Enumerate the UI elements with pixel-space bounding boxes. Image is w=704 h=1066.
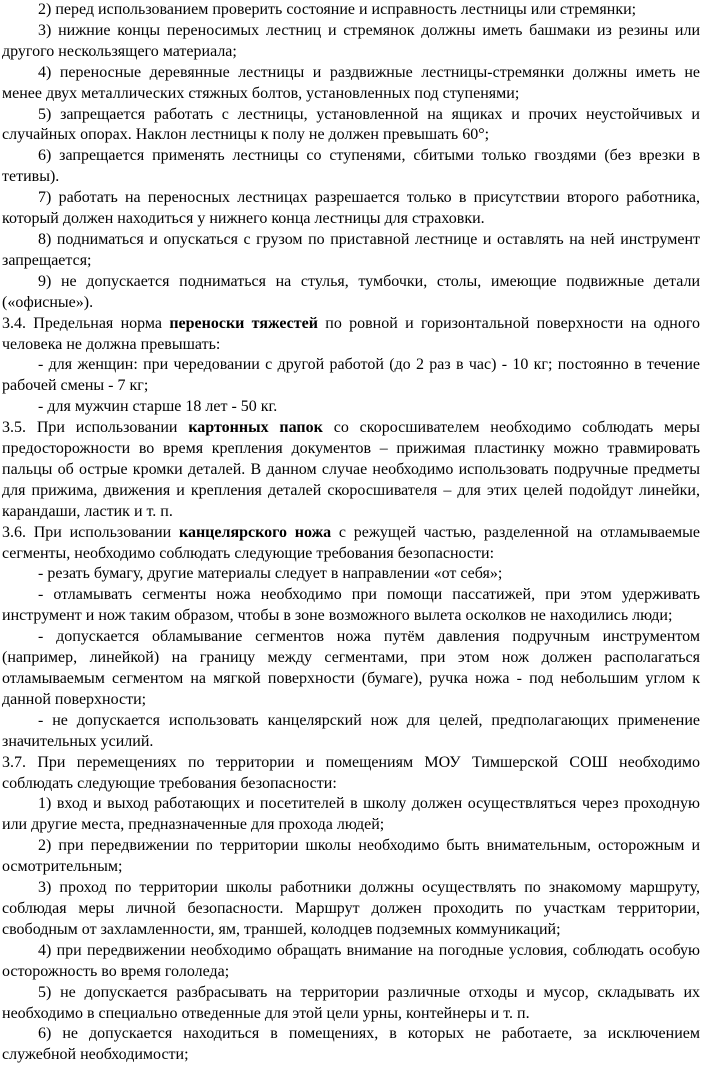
territory-rule-6: 6) не допускается находиться в помещениях, в которых не работаете, за исключением служебной необходимости; [2, 1025, 700, 1064]
section-3-4-bold: переноски тяжестей [169, 314, 318, 332]
section-3-5-rest: со скоросшивателем необходимо соблюдать меры предосторожности во время крепления документов – прижимая пластинку можно травмировать пальцы об острые кромки деталей. В данном случае необходимо использовать подручные предметы для прижима, движения и крепления деталей скоросшивателя – для этих целей подойдут линейки, карандаши, ластик и т. п. [2, 419, 701, 520]
paragraph-3: 3) нижние концы переносимых лестниц и стремянок должны иметь башмаки из резины или другого нескользящего материала; [2, 21, 700, 60]
knife-rule-4: - не допускается использовать канцелярский нож для целей, предполагающих применение значительных усилий. [2, 711, 700, 750]
paragraph-5: 5) запрещается работать с лестницы, установленной на ящиках и прочих неустойчивых и случайных опорах. Наклон лестницы к полу не должен превышать 60°; [2, 105, 700, 144]
knife-rule-2: - отламывать сегменты ножа необходимо при помощи пассатижей, при этом удерживать инструмент и нож таким образом, чтобы в зоне возможного вылета осколков не находились люди; [2, 586, 700, 625]
section-3-7: 3.7. При перемещениях по территории и помещениям МОУ Тимшерской СОШ необходимо соблюдать следующие требования безопасности: [2, 753, 700, 792]
paragraph-4: 4) переносные деревянные лестницы и раздвижные лестницы-стремянки должны иметь не менее двух металлических стяжных болтов, установленных под ступенями; [2, 63, 700, 102]
section-3-6-rest: с режущей частью, разделенной на отламываемые сегменты, необходимо соблюдать следующие требования безопасности: [2, 523, 700, 562]
section-3-6-bold: канцелярского ножа [178, 523, 332, 541]
weight-men: - для мужчин старше 18 лет - 50 кг. [38, 398, 278, 416]
paragraph-6: 6) запрещается применять лестницы со ступенями, сбитыми только гвоздями (без врезки в тетивы). [2, 147, 700, 186]
section-3-5-bold: картонных папок [188, 419, 323, 437]
section-3-5-lead: 3.5. При использовании [2, 419, 189, 437]
section-3-5 [2, 418, 700, 523]
knife-rule-3: - допускается обламывание сегментов ножа путём давления подручным инструментом (например, линейкой) на границу между сегментами, при этом нож должен располагаться отламываемым сегментом на мягкой поверхности (бумаге), ручка ножа - под небольшим углом к данной поверхности; [2, 628, 700, 708]
paragraph-9: 9) не допускается подниматься на стулья, тумбочки, столы, имеющие подвижные детали («офисные»). [2, 272, 700, 311]
territory-rule-1: 1) вход и выход работающих и посетителей в школу должен осуществляться через проходную или другие места, предназначенные для прохода людей; [2, 795, 700, 834]
knife-rule-1: - резать бумагу, другие материалы следует в направлении «от себя»; [38, 565, 503, 583]
paragraph-7: 7) работать на переносных лестницах разрешается только в присутствии второго работника, который должен находиться у нижнего конца лестницы для страховки. [2, 189, 700, 228]
section-3-4-rest: по ровной и горизонтальной поверхности на одного человека не должна превышать: [2, 314, 700, 353]
paragraph-2: 2) перед использованием проверить состояние и исправность лестницы или стремянки; [38, 1, 637, 18]
territory-rule-2: 2) при передвижении по территории школы необходимо быть внимательным, осторожным и осмотрительным; [2, 837, 700, 876]
weight-women: - для женщин: при чередовании с другой работой (до 2 раз в час) - 10 кг; постоянно в течение рабочей смены - 7 кг; [2, 356, 700, 395]
territory-rule-4: 4) при передвижении необходимо обращать внимание на погодные условия, соблюдать особую осторожность во время гололеда; [2, 941, 700, 980]
section-3-4-lead: 3.4. Предельная норма [2, 314, 170, 332]
territory-rule-5: 5) не допускается разбрасывать на территории различные отходы и мусор, складывать их необходимо в специально отведенные для этой цели урны, контейнеры и т. п. [2, 983, 700, 1022]
section-3-4 [2, 314, 700, 356]
section-3-6-lead: 3.6. При использовании [2, 523, 179, 541]
section-3-6 [2, 523, 700, 565]
territory-rule-3: 3) проход по территории школы работники должны осуществлять по знакомому маршруту, соблюдая меры личной безопасности. Маршрут должен проходить по участкам территории, свободным от захламленности, ям, траншей, колодцев подземных коммуникаций; [2, 879, 700, 938]
paragraph-8: 8) подниматься и опускаться с грузом по приставной лестнице и оставлять на ней инструмент запрещается; [2, 230, 700, 269]
